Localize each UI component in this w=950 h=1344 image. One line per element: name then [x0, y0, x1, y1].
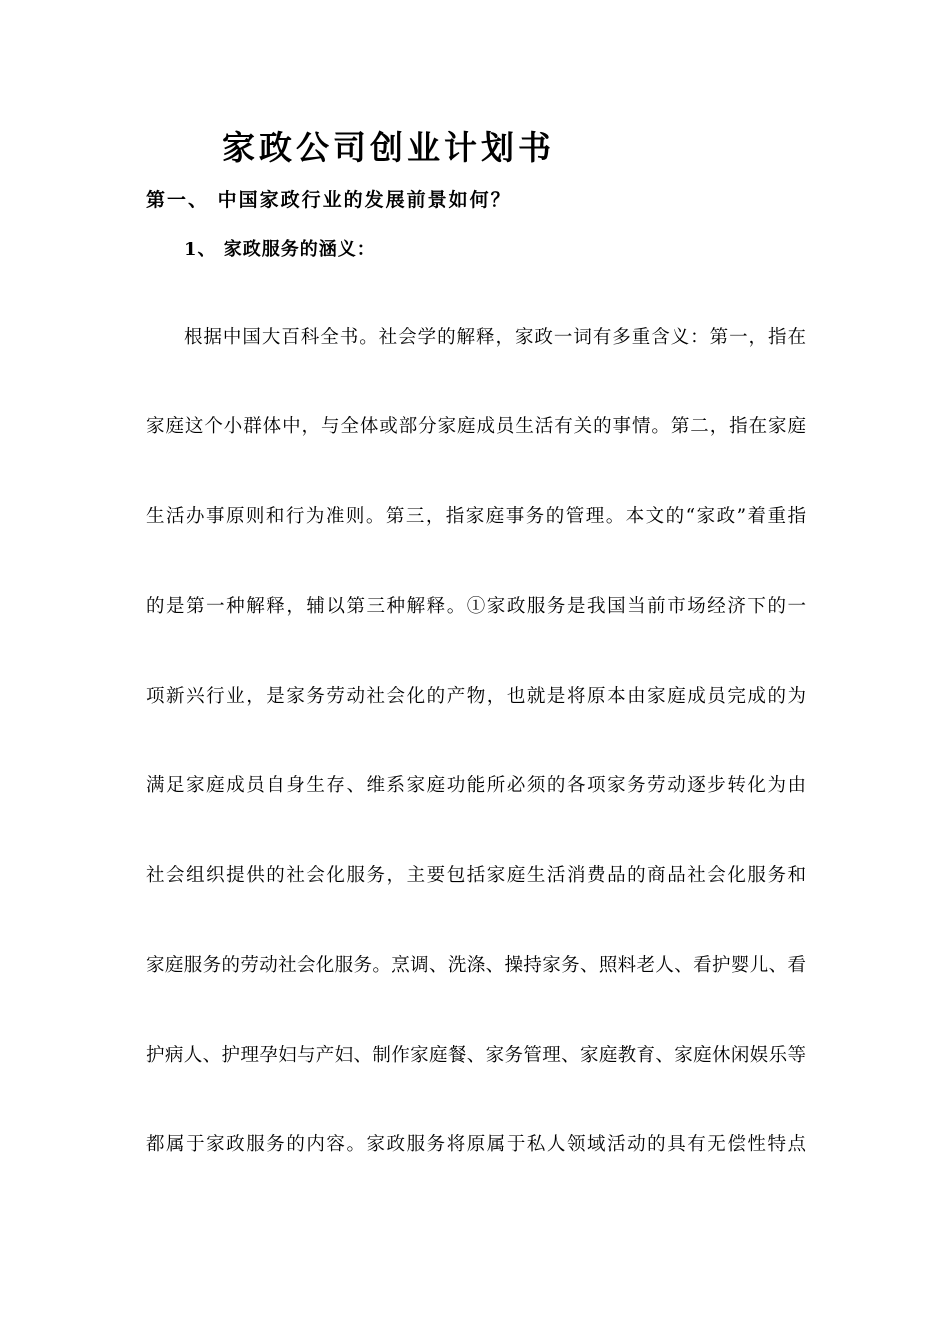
- paragraph-line: 家庭服务的劳动社会化服务。烹调、洗涤、操持家务、照料老人、看护婴儿、看: [146, 955, 806, 976]
- paragraph-line: 都属于家政服务的内容。家政服务将原属于私人领域活动的具有无偿性特点: [146, 1134, 806, 1155]
- paragraph-line: 社会组织提供的社会化服务，主要包括家庭生活消费品的商品社会化服务和: [146, 865, 806, 886]
- paragraph-line: 项新兴行业，是家务劳动社会化的产物，也就是将原本由家庭成员完成的为: [146, 686, 806, 707]
- paragraph-line: 护病人、护理孕妇与产妇、制作家庭餐、家务管理、家庭教育、家庭休闲娱乐等: [146, 1045, 806, 1066]
- paragraph-line: 根据中国大百科全书。社会学的解释，家政一词有多重含义：第一，指在: [184, 327, 806, 348]
- paragraph-line: 家庭这个小群体中，与全体或部分家庭成员生活有关的事情。第二，指在家庭: [146, 416, 806, 437]
- paragraph-line: 满足家庭成员自身生存、维系家庭功能所必须的各项家务劳动逐步转化为由: [146, 775, 806, 796]
- section-heading: 第一、 中国家政行业的发展前景如何？: [146, 189, 512, 211]
- document-title: 家政公司创业计划书: [222, 128, 555, 167]
- paragraph-line: 的是第一种解释，辅以第三种解释。①家政服务是我国当前市场经济下的一: [146, 596, 806, 617]
- paragraph-line: 生活办事原则和行为准则。第三，指家庭事务的管理。本文的“家政”着重指: [146, 506, 806, 527]
- sub-heading: 1、 家政服务的涵义：: [184, 239, 376, 260]
